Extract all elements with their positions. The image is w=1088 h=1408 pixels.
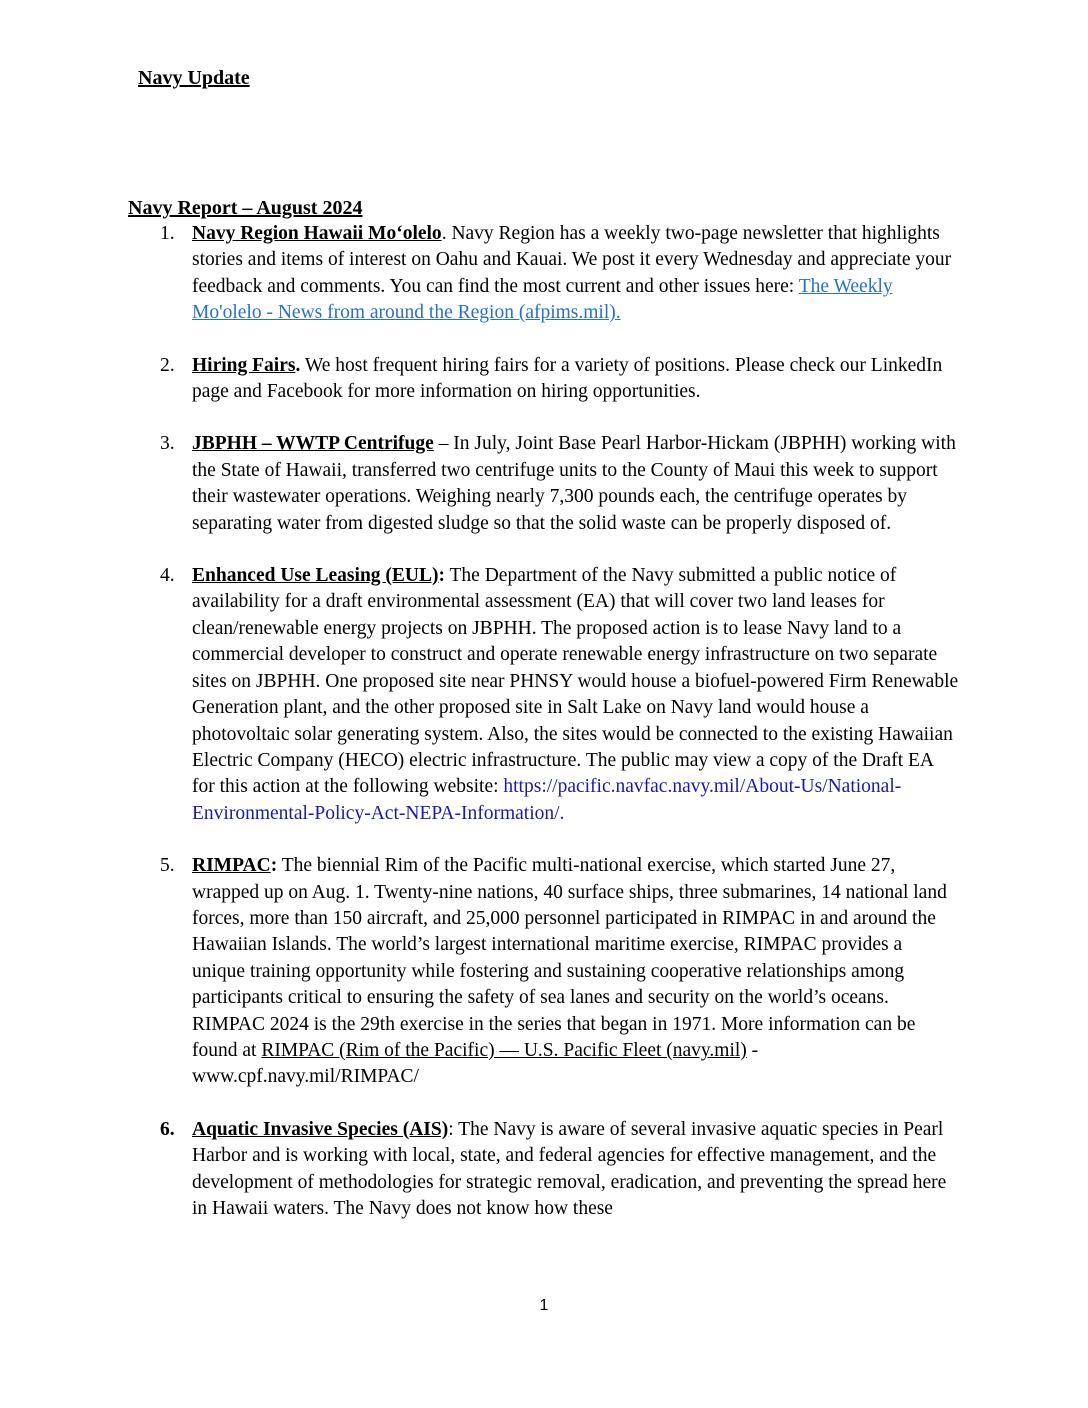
item-heading: Hiring Fairs (192, 354, 296, 376)
list-item (160, 221, 960, 327)
item-body: – In July, Joint Base Pearl Harbor-Hickam (JBPHH) working with the State of Hawaii, transferred two centrifuge units to the County of Maui this week to support their wastewater operations. Weighing nearly 7,300 pounds each, the centrifuge operates by separating water from digested sludge so that the solid waste can be properly disposed of. (192, 433, 956, 534)
item-heading: JBPHH – WWTP Centrifuge (192, 433, 434, 455)
item-heading: Enhanced Use Leasing (EUL) (192, 565, 439, 587)
item-body: We host frequent hiring fairs for a variety of positions. Please check our LinkedIn page and Facebook for more information on hiring opportunities. (192, 354, 943, 403)
item-number: 2. (160, 354, 175, 376)
report-heading: Navy Report – August 2024 (128, 197, 363, 219)
item-body: : The Navy is aware of several invasive aquatic species in Pearl Harbor and is working with local, state, and federal agencies for effective management, and the development of methodologies for strategic removal, eradication, and preventing the spread here in Hawaii waters. The Navy does not know how these (192, 1118, 947, 1219)
item-body: The biennial Rim of the Pacific multi-national exercise, which started June 27, wrapped up on Aug. 1. Twenty-nine nations, 40 surface ships, three submarines, 14 national land forces, more than 150 aircraft, and 25,000 personnel participated in RIMPAC in and around the Hawaiian Islands. The world’s largest international maritime exercise, RIMPAC provides a unique training opportunity while fostering and sustaining cooperative relationships among participants critical to ensuring the safety of sea lanes and security on the world’s oceans. RIMPAC 2024 is the 29th exercise in the series that began in 1971. More information can be found at (192, 855, 947, 1061)
list-item (160, 353, 960, 406)
item-heading: Navy Region Hawaii Mo‘olelo (192, 223, 442, 244)
item-heading-punct: . (295, 354, 301, 376)
item-number: 1. (160, 223, 175, 244)
item-body: The Department of the Navy submitted a public notice of availability for a draft environmental assessment (EA) that will cover two land leases for clean/renewable energy projects on JBPHH. The proposed action is to lease Navy land to a commercial developer to construct and operate renewable energy infrastructure on two separate sites on JBPHH. One proposed site near PHNSY would house a biofuel-powered Firm Renewable Generation plant, and the other proposed site in Salt Lake on Navy land would house a photovoltaic solar generating system. Also, the sites would be connected to the existing Hawaiian Electric Company (HECO) electric infrastructure. The public may view a copy of the Draft EA for this action at the following website: (192, 565, 959, 798)
item-heading: RIMPAC (192, 855, 271, 877)
item-number: 3. (160, 433, 175, 455)
item-heading: Aquatic Invasive Species (AIS) (192, 1118, 449, 1140)
item-heading-punct: : (270, 855, 278, 877)
nepa-information-link[interactable]: https://pacific.navfac.navy.mil/About-Us/National-Environmental-Policy-Act-NEPA-Information/. (192, 776, 902, 824)
moolelo-newsletter-link[interactable]: The Weekly Mo'olelo - News from around the Region (afpims.mil). (192, 275, 893, 324)
list-item (160, 1117, 960, 1223)
item-number: 4. (160, 565, 175, 587)
item-heading-punct: : (438, 565, 445, 587)
rimpac-pacific-fleet-link[interactable]: RIMPAC (Rim of the Pacific) — U.S. Pacific Fleet (navy.mil) (261, 1039, 747, 1061)
item-body: . Navy Region has a weekly two-page newsletter that highlights stories and items of interest on Oahu and Kauai. We post it every Wednesday and appreciate your feedback and comments. You can find the most current and other issues here: (192, 223, 952, 297)
page-number: 1 (539, 1297, 549, 1314)
item-number: 5. (160, 855, 175, 877)
item-number: 6. (160, 1118, 175, 1140)
item-tail: - www.cpf.navy.mil/RIMPAC/ (192, 1039, 759, 1088)
document-title: Navy Update (138, 67, 250, 89)
list-item (160, 563, 960, 827)
list-item (160, 853, 960, 1091)
report-items-list (160, 221, 960, 1248)
list-item (160, 431, 960, 537)
